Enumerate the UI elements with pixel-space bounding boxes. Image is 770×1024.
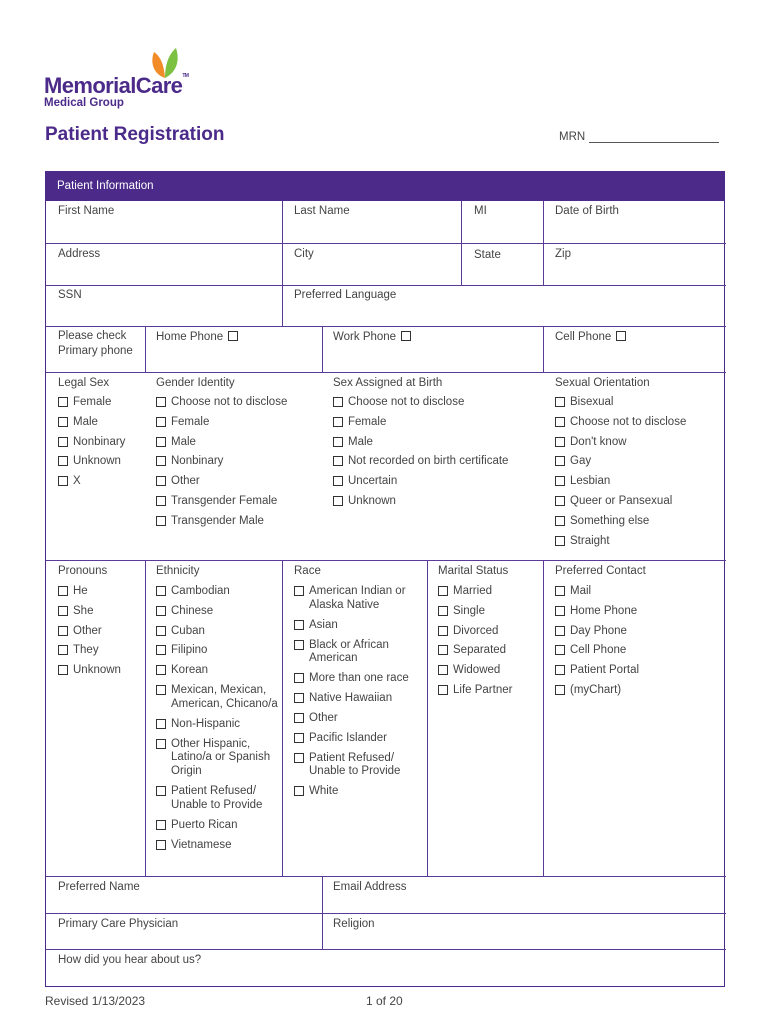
- option-label: Origin: [171, 764, 202, 777]
- primary-care-physician-label: Primary Care Physician: [58, 918, 179, 930]
- checkbox[interactable]: [58, 645, 68, 655]
- col-divider: [322, 876, 323, 949]
- option-label: More than one race: [309, 672, 409, 685]
- dob-label: Date of Birth: [555, 205, 619, 217]
- option-cuban[interactable]: [156, 625, 205, 639]
- checkbox[interactable]: [156, 626, 166, 636]
- option-chinese[interactable]: [156, 605, 213, 619]
- checkbox[interactable]: [294, 713, 304, 723]
- option-label: Male: [348, 435, 373, 448]
- row-divider: [46, 372, 726, 373]
- page-title: Patient Registration: [45, 124, 225, 145]
- option-non-hispanic[interactable]: [156, 718, 240, 732]
- option-label: Non-Hispanic: [171, 717, 241, 730]
- option-filipino[interactable]: [156, 644, 207, 658]
- option-label: Don't know: [570, 435, 627, 448]
- checkbox[interactable]: [555, 685, 565, 695]
- patient-info-form: [45, 171, 725, 987]
- option-pacific-islander[interactable]: [294, 732, 387, 746]
- checkbox[interactable]: [438, 586, 448, 596]
- checkbox[interactable]: [58, 586, 68, 596]
- checkbox[interactable]: [156, 665, 166, 675]
- checkbox[interactable]: [294, 673, 304, 683]
- option-uncertain[interactable]: [333, 475, 397, 489]
- checkbox[interactable]: [333, 397, 343, 407]
- checkbox[interactable]: [294, 586, 304, 596]
- option-day-phone[interactable]: [555, 625, 627, 639]
- option-straight[interactable]: [555, 535, 610, 549]
- race-label: Race: [294, 565, 321, 577]
- option-label: Other: [73, 624, 102, 637]
- option-label: Cell Phone: [570, 644, 627, 657]
- checkbox[interactable]: [58, 397, 68, 407]
- option-patient-portal[interactable]: [555, 664, 639, 678]
- option-label: Male: [171, 435, 196, 448]
- checkbox[interactable]: [438, 606, 448, 616]
- option-label: Single: [453, 604, 485, 617]
- mrn-field[interactable]: MRN: [559, 131, 719, 143]
- cell-phone-checkbox[interactable]: [616, 331, 626, 341]
- option-label: (myChart): [570, 684, 622, 696]
- option-single[interactable]: [438, 605, 485, 619]
- option-label: Not recorded on birth certificate: [348, 455, 509, 468]
- option-american-indian-or-alaska-native[interactable]: [294, 585, 406, 612]
- checkbox[interactable]: [333, 496, 343, 506]
- option-unknown[interactable]: [58, 455, 121, 469]
- option-mychart[interactable]: [555, 684, 621, 698]
- option-mexican-mexican-american-chicano-a[interactable]: [156, 684, 278, 711]
- checkbox[interactable]: [438, 665, 448, 675]
- col-divider: [543, 201, 544, 285]
- option-queer-or-pansexual[interactable]: [555, 495, 672, 509]
- option-label: Female: [348, 415, 387, 428]
- option-label: Unknown: [73, 664, 121, 677]
- col-divider: [322, 326, 323, 372]
- option-label: Queer or Pansexual: [570, 495, 673, 507]
- option-label: Choose not to disclose: [171, 396, 288, 408]
- state-label: State: [474, 249, 501, 261]
- checkbox[interactable]: [156, 685, 166, 695]
- checkbox[interactable]: [555, 397, 565, 407]
- checkbox[interactable]: [58, 437, 68, 447]
- option-label: Patient Portal: [570, 664, 640, 677]
- revised-date: Revised 1/13/2023: [45, 994, 146, 1008]
- col-divider: [282, 560, 283, 876]
- option-choose-not-to-disclose[interactable]: [156, 396, 287, 410]
- option-bisexual[interactable]: [555, 396, 613, 410]
- option-choose-not-to-disclose[interactable]: [333, 396, 464, 410]
- checkbox[interactable]: [555, 456, 565, 466]
- row-divider: [46, 326, 726, 327]
- checkbox[interactable]: [156, 719, 166, 729]
- option-more-than-one-race[interactable]: [294, 672, 409, 686]
- section-header: Patient Information: [46, 171, 724, 201]
- checkbox[interactable]: [333, 476, 343, 486]
- checkbox[interactable]: [555, 496, 565, 506]
- option-male[interactable]: [58, 416, 98, 430]
- row-divider: [46, 243, 726, 244]
- option-label: Patient Refused/: [171, 785, 257, 798]
- option-label: Gay: [570, 455, 592, 468]
- option-female[interactable]: [58, 396, 111, 410]
- option-label: American Indian or: [309, 585, 406, 597]
- option-label: Bisexual: [570, 396, 614, 408]
- option-label: They: [73, 644, 99, 657]
- checkbox[interactable]: [555, 645, 565, 655]
- row-divider: [46, 876, 726, 877]
- mi-label: MI: [474, 205, 487, 217]
- option-label: Other: [171, 475, 200, 488]
- row-divider: [46, 913, 726, 914]
- please-check-label: Please check: [58, 330, 127, 342]
- option-life-partner[interactable]: [438, 684, 512, 698]
- option-label: Korean: [171, 664, 209, 677]
- home-phone-checkbox[interactable]: [228, 331, 238, 341]
- ssn-label: SSN: [58, 289, 82, 301]
- home-phone-option[interactable]: Home Phone: [156, 330, 238, 344]
- checkbox[interactable]: [156, 645, 166, 655]
- option-korean[interactable]: [156, 664, 208, 678]
- option-divorced[interactable]: [438, 625, 498, 639]
- option-label: Asian: [309, 618, 338, 631]
- checkbox[interactable]: [333, 417, 343, 427]
- option-label: Unknown: [73, 455, 121, 468]
- work-phone-checkbox[interactable]: [401, 331, 411, 341]
- option-label: Cambodian: [171, 585, 230, 597]
- option-other[interactable]: [294, 712, 338, 726]
- checkbox[interactable]: [438, 685, 448, 695]
- checkbox[interactable]: [156, 606, 166, 616]
- row-divider: [46, 949, 726, 950]
- option-label: Transgender Female: [171, 495, 278, 507]
- option-label: Chinese: [171, 604, 214, 617]
- how-did-you-hear-label: How did you hear about us?: [58, 954, 202, 966]
- page-number: 1 of 20: [366, 994, 403, 1008]
- option-other-hispanic-latino-a-or-spanish-origin[interactable]: [156, 738, 270, 779]
- option-label: American: [309, 652, 358, 665]
- col-divider: [543, 560, 544, 876]
- memorialcare-logo: [44, 46, 244, 116]
- checkbox[interactable]: [156, 586, 166, 596]
- checkbox[interactable]: [294, 640, 304, 650]
- checkbox[interactable]: [156, 437, 166, 447]
- mrn-input-line[interactable]: [589, 142, 719, 143]
- work-phone-option[interactable]: Work Phone: [333, 330, 411, 344]
- option-label: Vietnamese: [171, 839, 232, 851]
- option-label: Choose not to disclose: [570, 415, 687, 428]
- option-lesbian[interactable]: [555, 475, 610, 489]
- option-nonbinary[interactable]: [58, 436, 125, 450]
- option-label: Lesbian: [570, 475, 611, 488]
- checkbox[interactable]: [156, 397, 166, 407]
- checkbox[interactable]: [58, 665, 68, 675]
- checkbox[interactable]: [438, 645, 448, 655]
- option-label: Male: [73, 415, 98, 428]
- option-separated[interactable]: [438, 644, 506, 658]
- option-label: Patient Refused/: [309, 751, 395, 764]
- option-label: Choose not to disclose: [348, 396, 465, 408]
- option-label: He: [73, 585, 88, 597]
- checkbox[interactable]: [58, 456, 68, 466]
- option-label: Nonbinary: [73, 435, 126, 448]
- option-label: Separated: [453, 644, 507, 657]
- row-divider: [46, 560, 726, 561]
- checkbox[interactable]: [294, 733, 304, 743]
- option-label: Female: [171, 415, 210, 428]
- option-male[interactable]: [156, 436, 196, 450]
- option-label: Nonbinary: [171, 455, 224, 468]
- religion-label: Religion: [333, 918, 375, 930]
- col-divider: [461, 201, 462, 285]
- checkbox[interactable]: [156, 739, 166, 749]
- checkbox[interactable]: [555, 665, 565, 675]
- city-label: City: [294, 248, 314, 260]
- option-not-recorded-on-birth-certificate[interactable]: [333, 455, 508, 469]
- option-label: Life Partner: [453, 684, 513, 696]
- option-label: Filipino: [171, 644, 208, 657]
- option-he[interactable]: [58, 585, 88, 599]
- option-label: Unknown: [348, 495, 396, 507]
- checkbox[interactable]: [555, 417, 565, 427]
- option-cambodian[interactable]: [156, 585, 230, 599]
- option-puerto-rican[interactable]: [156, 819, 237, 833]
- option-home-phone[interactable]: [555, 605, 637, 619]
- option-label: Black or African: [309, 638, 389, 651]
- option-don-t-know[interactable]: [555, 436, 627, 450]
- option-label: Transgender Male: [171, 514, 264, 527]
- option-x[interactable]: [58, 475, 81, 489]
- col-divider: [145, 326, 146, 372]
- col-divider: [427, 560, 428, 876]
- option-cell-phone[interactable]: [555, 644, 626, 658]
- option-asian[interactable]: [294, 619, 338, 633]
- option-label: White: [309, 785, 339, 798]
- option-label: Something else: [570, 514, 650, 527]
- option-married[interactable]: [438, 585, 492, 599]
- option-they[interactable]: [58, 644, 99, 658]
- option-unknown[interactable]: [333, 495, 396, 509]
- option-label: Mexican, Mexican,: [171, 684, 267, 696]
- checkbox[interactable]: [555, 586, 565, 596]
- preferred-name-label: Preferred Name: [58, 881, 140, 893]
- checkbox[interactable]: [156, 496, 166, 506]
- option-label: Married: [453, 585, 492, 597]
- option-label: American, Chicano/a: [171, 697, 278, 710]
- option-black-or-african-american[interactable]: [294, 639, 389, 666]
- option-label: Unable to Provide: [309, 765, 401, 778]
- checkbox[interactable]: [555, 476, 565, 486]
- zip-label: Zip: [555, 248, 571, 260]
- option-native-hawaiian[interactable]: [294, 692, 392, 706]
- checkbox[interactable]: [156, 786, 166, 796]
- checkbox[interactable]: [156, 417, 166, 427]
- legal-sex-label: Legal Sex: [58, 377, 110, 389]
- sexual-orientation-label: Sexual Orientation: [555, 377, 650, 389]
- option-patient-refused-unable-to-provide[interactable]: [156, 785, 262, 812]
- option-white[interactable]: [294, 785, 338, 799]
- option-label: Widowed: [453, 664, 501, 677]
- ethnicity-label: Ethnicity: [156, 565, 200, 577]
- checkbox[interactable]: [294, 786, 304, 796]
- row-divider: [46, 285, 726, 286]
- checkbox[interactable]: [156, 840, 166, 850]
- checkbox[interactable]: [555, 437, 565, 447]
- checkbox[interactable]: [294, 693, 304, 703]
- option-unknown[interactable]: [58, 664, 121, 678]
- option-label: Home Phone: [570, 604, 638, 617]
- cell-phone-option[interactable]: Cell Phone: [555, 330, 626, 344]
- option-label: Native Hawaiian: [309, 692, 393, 705]
- option-label: Female: [73, 396, 112, 408]
- checkbox[interactable]: [156, 516, 166, 526]
- checkbox[interactable]: [58, 606, 68, 616]
- option-label: Straight: [570, 534, 610, 547]
- option-label: Other Hispanic,: [171, 737, 251, 750]
- checkbox[interactable]: [156, 820, 166, 830]
- option-label: X: [73, 475, 81, 488]
- option-mail[interactable]: [555, 585, 591, 599]
- preferred-contact-label: Preferred Contact: [555, 565, 646, 577]
- option-label: Alaska Native: [309, 598, 380, 611]
- option-label: Unable to Provide: [171, 798, 263, 811]
- option-patient-refused-unable-to-provide[interactable]: [294, 752, 400, 779]
- sex-at-birth-label: Sex Assigned at Birth: [333, 377, 443, 389]
- checkbox[interactable]: [555, 626, 565, 636]
- option-she[interactable]: [58, 605, 93, 619]
- option-label: Day Phone: [570, 624, 627, 637]
- checkbox[interactable]: [438, 626, 448, 636]
- option-transgender-female[interactable]: [156, 495, 277, 509]
- option-choose-not-to-disclose[interactable]: [555, 416, 686, 430]
- option-label: Pacific Islander: [309, 731, 387, 744]
- pronouns-label: Pronouns: [58, 565, 108, 577]
- last-name-label: Last Name: [294, 205, 350, 217]
- option-gay[interactable]: [555, 455, 591, 469]
- option-widowed[interactable]: [438, 664, 500, 678]
- option-label: Puerto Rican: [171, 819, 238, 832]
- option-label: Mail: [570, 585, 592, 597]
- checkbox[interactable]: [555, 536, 565, 546]
- option-label: Uncertain: [348, 475, 398, 488]
- option-label: Other: [309, 712, 338, 724]
- marital-status-label: Marital Status: [438, 565, 509, 577]
- checkbox[interactable]: [58, 417, 68, 427]
- preferred-language-label: Preferred Language: [294, 289, 397, 301]
- checkbox[interactable]: [58, 626, 68, 636]
- option-other[interactable]: [58, 625, 102, 639]
- col-divider: [543, 326, 544, 372]
- checkbox[interactable]: [156, 456, 166, 466]
- option-transgender-male[interactable]: [156, 515, 264, 529]
- email-address-label: Email Address: [333, 881, 407, 893]
- checkbox[interactable]: [294, 620, 304, 630]
- option-label: Latino/a or Spanish: [171, 751, 271, 764]
- col-divider: [282, 201, 283, 326]
- checkbox[interactable]: [555, 516, 565, 526]
- checkbox[interactable]: [58, 476, 68, 486]
- option-other[interactable]: [156, 475, 200, 489]
- option-female[interactable]: [156, 416, 209, 430]
- option-label: Cuban: [171, 624, 205, 637]
- option-male[interactable]: [333, 436, 373, 450]
- primary-phone-label: Primary phone: [58, 345, 133, 357]
- logo-name: MemorialCare™: [44, 73, 189, 98]
- first-name-label: First Name: [58, 205, 115, 217]
- col-divider: [145, 560, 146, 876]
- option-label: Divorced: [453, 624, 499, 637]
- option-label: She: [73, 604, 94, 617]
- checkbox[interactable]: [156, 476, 166, 486]
- logo-subtitle: Medical Group: [44, 97, 124, 109]
- option-nonbinary[interactable]: [156, 455, 223, 469]
- gender-identity-label: Gender Identity: [156, 377, 235, 389]
- option-female[interactable]: [333, 416, 386, 430]
- checkbox[interactable]: [333, 437, 343, 447]
- address-label: Address: [58, 248, 101, 260]
- checkbox[interactable]: [333, 456, 343, 466]
- option-vietnamese[interactable]: [156, 839, 232, 853]
- checkbox[interactable]: [555, 606, 565, 616]
- option-something-else[interactable]: [555, 515, 649, 529]
- checkbox[interactable]: [294, 753, 304, 763]
